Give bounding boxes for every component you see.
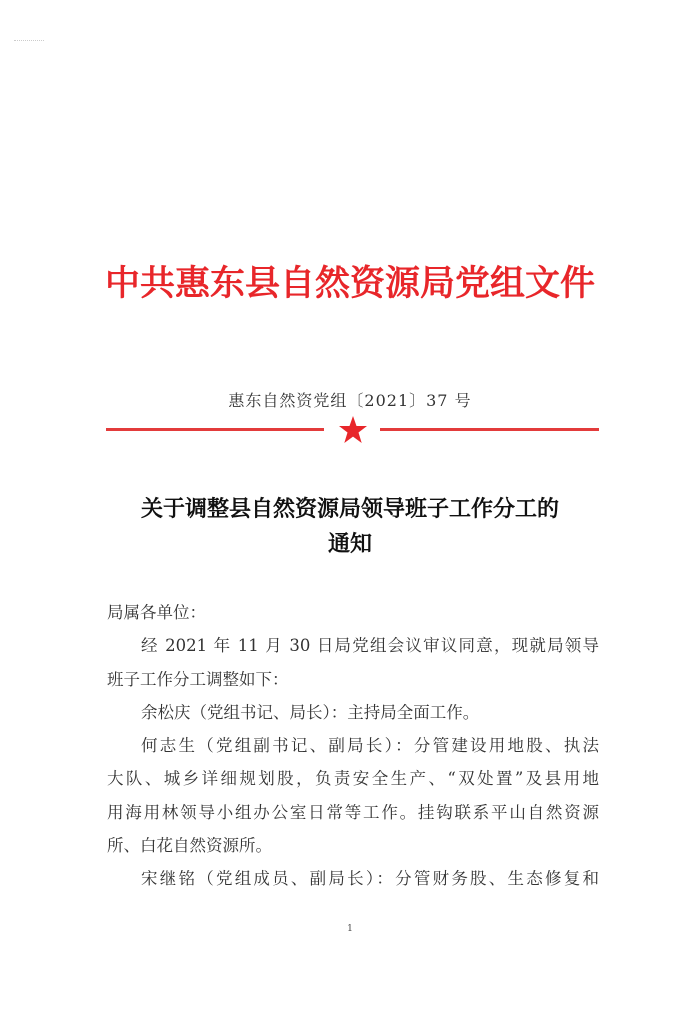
body-line: 余松庆（党组书记、局长）：主持局全面工作。 <box>141 702 480 722</box>
page-number: 1 <box>347 924 353 934</box>
red-divider-right <box>380 428 599 431</box>
notice-title-line2: 通知 <box>327 531 372 557</box>
body-line: 用海用林领导小组办公室日常等工作。挂钩联系平山自然资源 <box>107 802 599 822</box>
red-star-icon <box>337 414 369 446</box>
body-line: 经 2021 年 11 月 30 日局党组会议审议同意，现就局领导 <box>141 636 599 656</box>
body-line: 所、白花自然资源所。 <box>107 836 272 856</box>
body-line: 局属各单位： <box>107 603 206 622</box>
scan-mark <box>14 40 44 44</box>
body-line: 班子工作分工调整如下： <box>107 669 289 689</box>
body-line: 宋继铭（党组成员、副局长）：分管财务股、生态修复和 <box>141 869 599 889</box>
body-line: 大队、城乡详细规划股，负责安全生产、“双处置”及县用地 <box>107 769 599 789</box>
document-number: 惠东自然资党组〔2021〕37 号 <box>228 391 472 410</box>
document-header: 中共惠东县自然资源局党组文件 <box>104 264 595 304</box>
body-line: 何志生（党组副书记、副局长）：分管建设用地股、执法 <box>141 736 599 756</box>
notice-title-line1: 关于调整县自然资源局领导班子工作分工的 <box>140 496 559 522</box>
document-body <box>107 596 599 896</box>
red-divider-left <box>106 428 324 431</box>
